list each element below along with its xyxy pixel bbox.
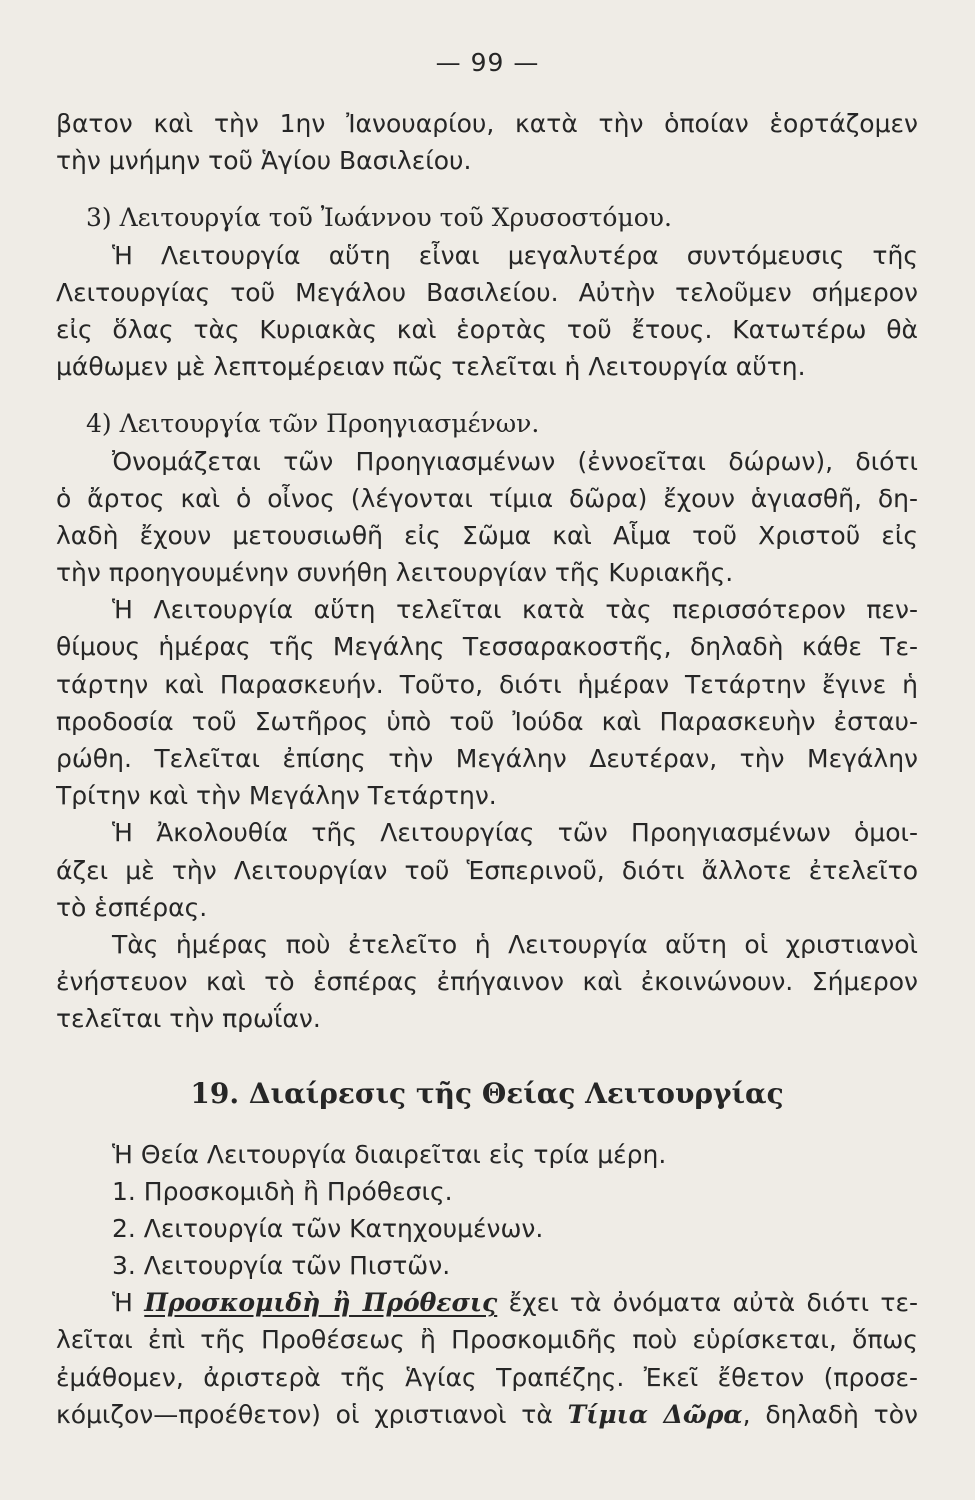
text-line: Ἡ Θεία Λειτουργία διαιρεῖται εἰς τρία μέρη. xyxy=(112,1139,667,1169)
list-item: 3. Λειτουργία τῶν Πιστῶν. xyxy=(112,1251,451,1281)
body-text xyxy=(56,105,918,1433)
text-line: εἰς ὅλας τὰς Κυριακὰς καὶ ἑορτὰς τοῦ ἔτους. Κατωτέρω θὰ xyxy=(56,314,918,344)
text-line: Τρίτην καὶ τὴν Μεγάλην Τετάρτην. xyxy=(56,781,497,811)
section-title: 19. Διαίρεσις τῆς Θείας Λειτουργίας xyxy=(190,1076,784,1110)
text-line: Ἡ Λειτουργία αὕτη εἶναι μεγαλυτέρα συντόμευσις τῆς xyxy=(112,240,918,270)
text-line: ρώθη. Τελεῖται ἐπίσης τὴν Μεγάλην Δευτέραν, τὴν Μεγάλην xyxy=(56,744,918,773)
list-item: 2. Λειτουργία τῶν Κατηχουμένων. xyxy=(112,1213,544,1243)
page-number: — 99 — xyxy=(435,48,540,77)
text-line: λεῖται ἐπὶ τῆς Προθέσεως ἢ Προσκομιδῆς ποὺ εὑρίσκεται, ὅπως xyxy=(56,1325,918,1355)
text-line: λαδὴ ἔχουν μετουσιωθῆ εἰς Σῶμα καὶ Αἷμα τοῦ Χριστοῦ εἰς xyxy=(56,520,918,550)
text-line: προδοσία τοῦ Σωτῆρος ὑπὸ τοῦ Ἰούδα καὶ Παρασκευὴν ἐσταυ- xyxy=(56,706,918,736)
text-line: Ἡ Λειτουργία αὕτη τελεῖται κατὰ τὰς περισσότερον πεν- xyxy=(112,595,918,625)
text-line xyxy=(56,1396,918,1433)
text-line: τὸ ἑσπέρας. xyxy=(56,892,208,922)
text-line: Ἡ Ἀκολουθία τῆς Λειτουργίας τῶν Προηγιασμένων ὁμοι- xyxy=(112,818,918,848)
emphasized-term: Τίμια Δῶρα xyxy=(567,1399,743,1429)
text-line: Ὀνομάζεται τῶν Προηγιασμένων (ἐννοεῖται δώρων), διότι xyxy=(112,446,918,476)
text-line: μάθωμεν μὲ λεπτομέρειαν πῶς τελεῖται ἡ Λειτουργία αὕτη. xyxy=(56,352,806,382)
text-line: τάρτην καὶ Παρασκευήν. Τοῦτο, διότι ἡμέραν Τετάρτην ἔγινε ἡ xyxy=(56,669,918,699)
text-line: άζει μὲ τὴν Λειτουργίαν τοῦ Ἑσπερινοῦ, διότι ἄλλοτε ἐτελεῖτο xyxy=(56,855,918,885)
text-line: τελεῖται τὴν πρωΐαν. xyxy=(56,1004,321,1034)
text-line: ὁ ἄρτος καὶ ὁ οἶνος (λέγονται τίμια δῶρα) ἔχουν ἁγιασθῆ, δη- xyxy=(56,483,918,513)
text-line: τὴν προηγουμένην συνήθη λειτουργίαν τῆς Κυριακῆς. xyxy=(56,558,734,588)
text-line: ἐνήστευον καὶ τὸ ἑσπέρας ἐπήγαινον καὶ ἐκοινώνουν. Σήμερον xyxy=(56,967,918,997)
text-line: θίμους ἡμέρας τῆς Μεγάλης Τεσσαρακοστῆς, δηλαδὴ κάθε Τε- xyxy=(56,632,918,662)
text-fragment: , δηλαδὴ τὸν xyxy=(742,1399,918,1429)
text-fragment: Ἡ xyxy=(112,1288,145,1318)
list-item: 1. Προσκομιδὴ ἢ Πρόθεσις. xyxy=(112,1176,453,1206)
subheading-3: 3) Λειτουργία τοῦ Ἰωάννου τοῦ Χρυσοστόμου. xyxy=(86,203,672,233)
text-line xyxy=(56,1284,918,1321)
text-line: Τὰς ἡμέρας ποὺ ἐτελεῖτο ἡ Λειτουργία αὕτη οἱ χριστιανοὶ xyxy=(112,929,918,959)
text-line: ἐμάθομεν, ἀριστερὰ τῆς Ἁγίας Τραπέζης. Ἐκεῖ ἔθετον (προσε- xyxy=(56,1362,918,1392)
text-fragment: ἔχει τὰ ὀνόματα αὐτὰ διότι τε- xyxy=(497,1288,918,1318)
text-fragment: κόμιζον—προέθετον) οἱ χριστιανοὶ τὰ xyxy=(56,1399,568,1429)
text-line: Λειτουργίας τοῦ Μεγάλου Βασιλείου. Αὐτὴν τελοῦμεν σήμερον xyxy=(56,277,918,307)
emphasized-term: Προσκομιδὴ ἢ Πρόθεσις xyxy=(144,1288,498,1318)
text-line: βατον καὶ τὴν 1ην Ἰανουαρίου, κατὰ τὴν ὁποίαν ἑορτάζομεν xyxy=(56,109,918,138)
subheading-4: 4) Λειτουργία τῶν Προηγιασμένων. xyxy=(86,409,540,439)
text-line: τὴν μνήμην τοῦ Ἁγίου Βασιλείου. xyxy=(56,146,472,176)
